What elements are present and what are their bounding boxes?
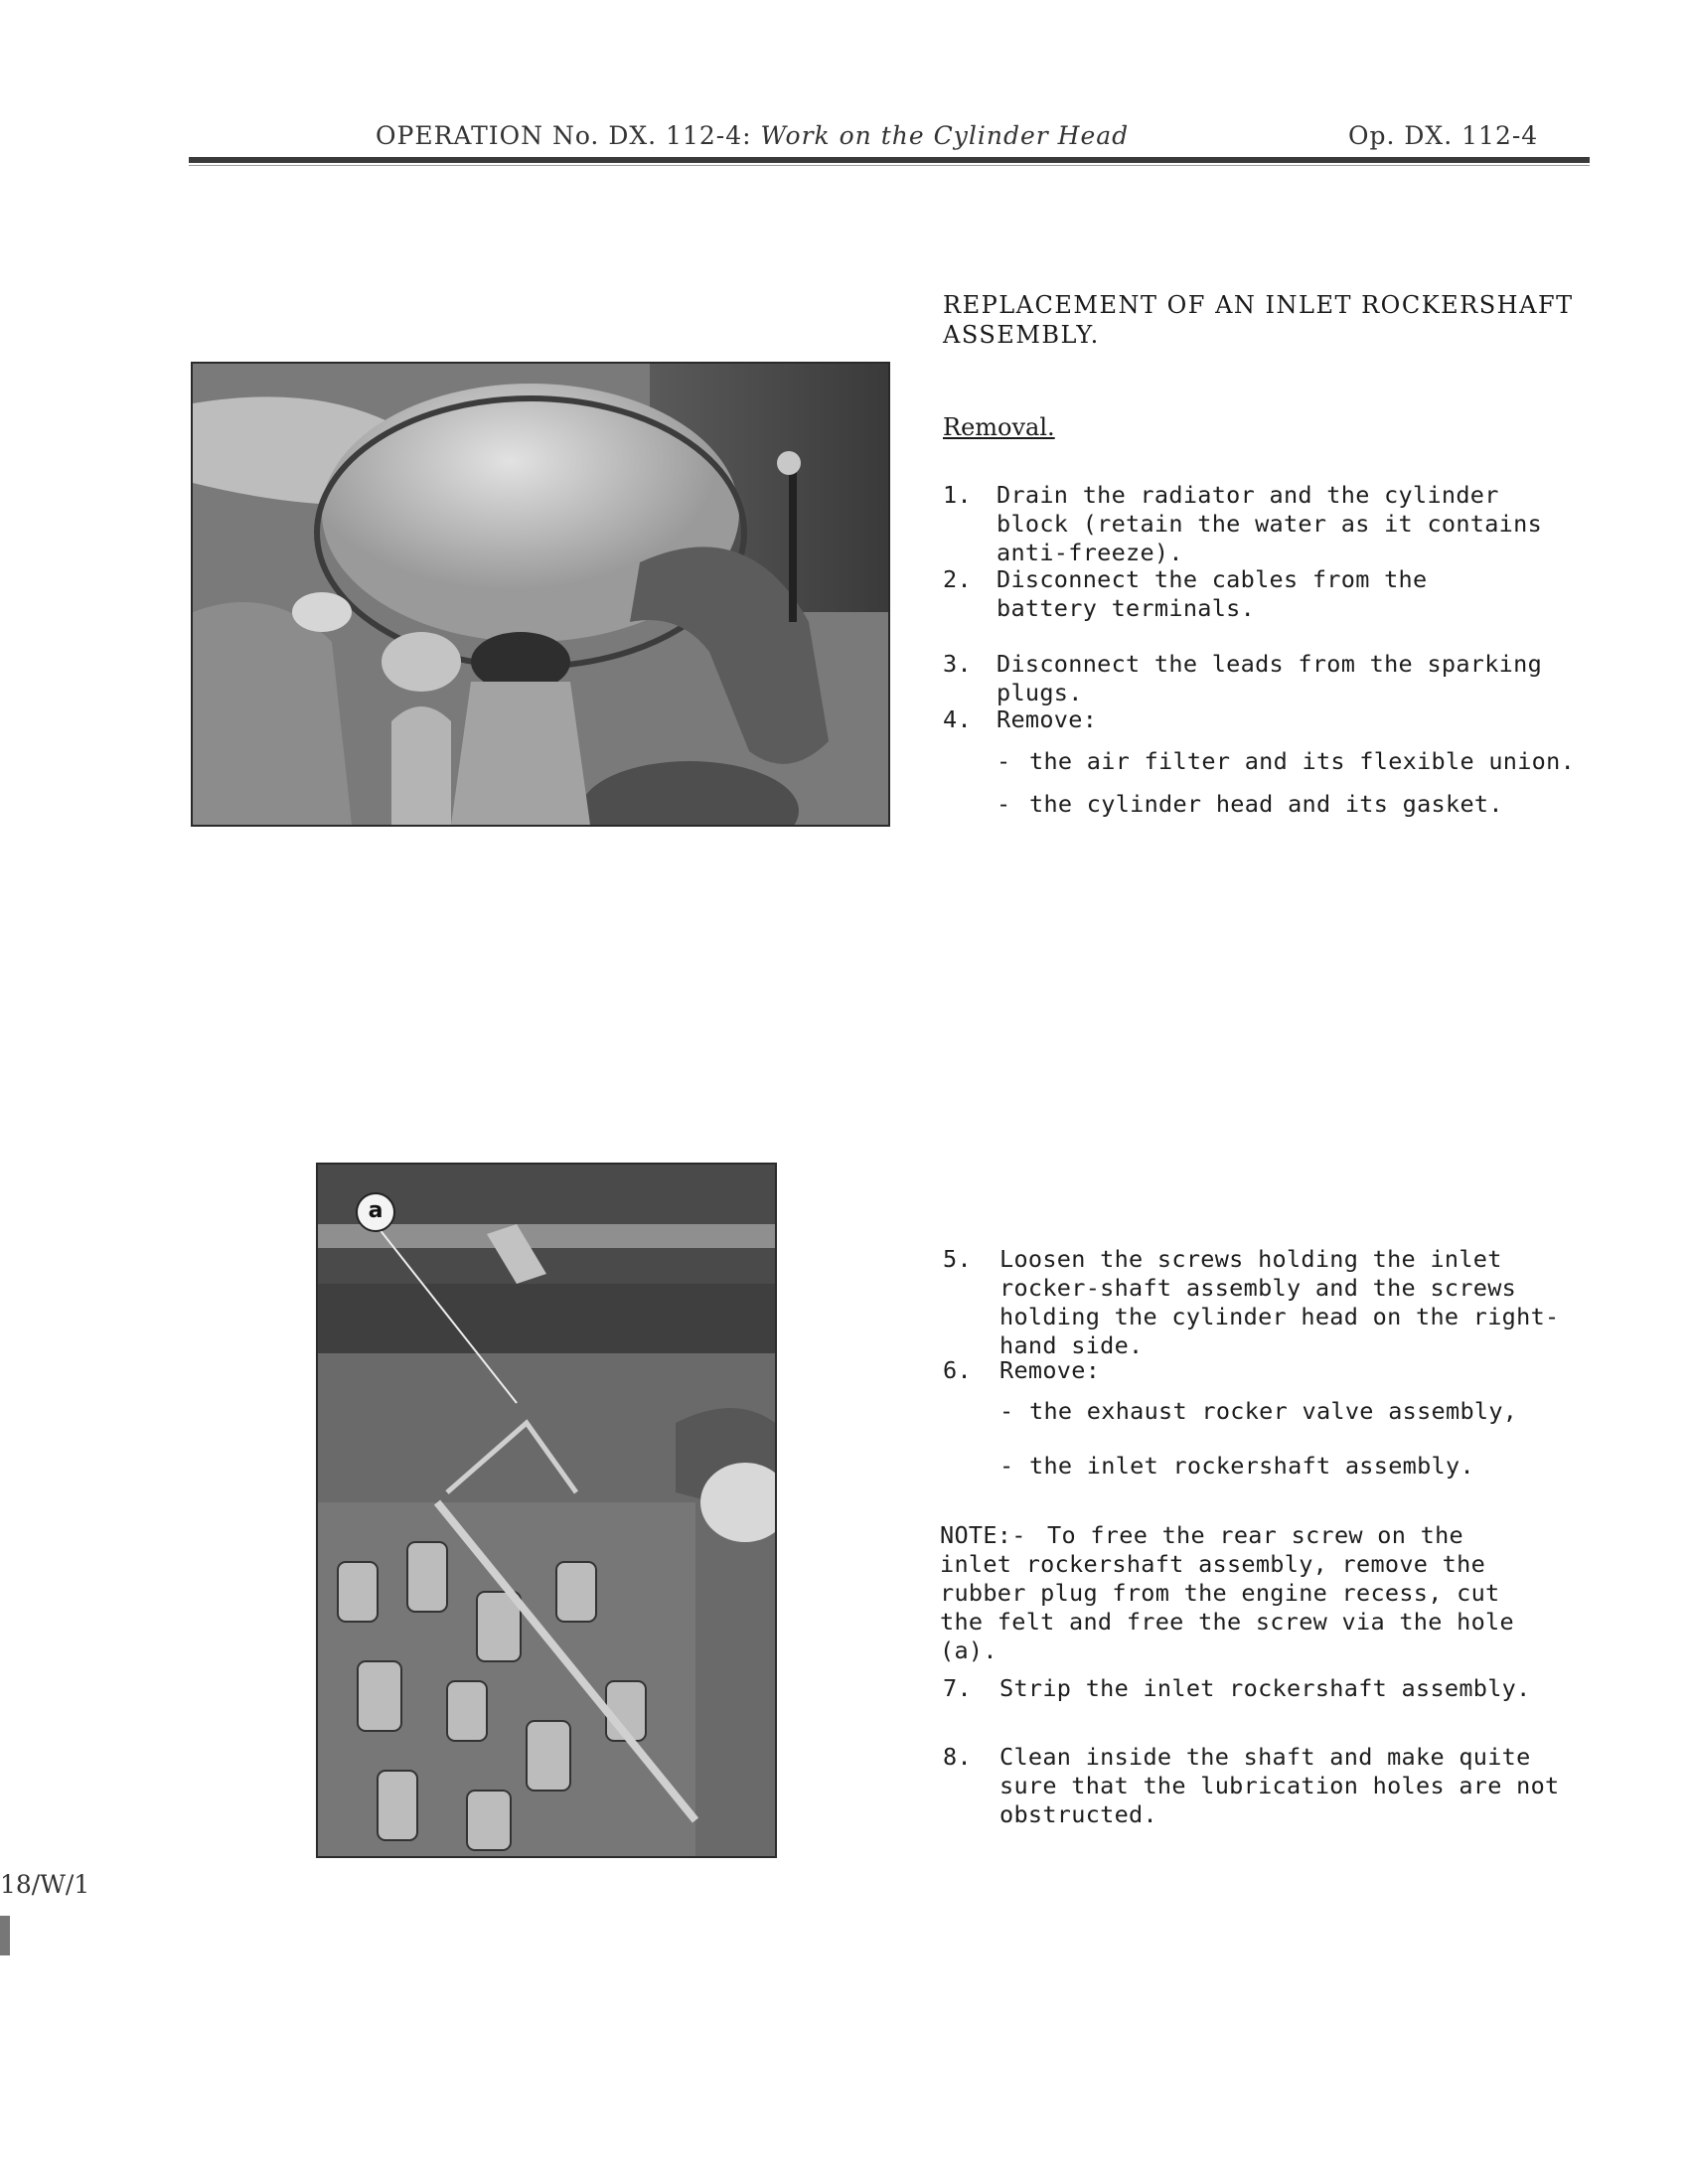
step-number: 1. (943, 481, 972, 509)
header-rule (189, 157, 1590, 163)
page-reference: 18/W/1 (0, 1870, 90, 1899)
step-number: 7. (943, 1674, 972, 1702)
step-number: 8. (943, 1743, 972, 1771)
step-text: Disconnect the leads from the sparking plugs. (997, 650, 1543, 706)
hole-a-callout: a (356, 1192, 395, 1232)
operation-title: Work on the Cylinder Head (760, 121, 1130, 150)
step4-item: the cylinder head and its gasket. (1029, 790, 1503, 818)
bullet-dash: - (997, 747, 1011, 775)
step-text: Remove: (999, 1356, 1101, 1384)
step-number: 3. (943, 650, 972, 678)
bullet-dash: - (999, 1397, 1014, 1425)
step-text: Disconnect the cables from the battery terminals. (997, 565, 1428, 622)
step-number: 5. (943, 1245, 972, 1273)
step-number: 2. (943, 565, 972, 593)
step-number: 6. (943, 1356, 972, 1384)
step-text: Clean inside the shaft and make quite sure that the lubrication holes are not obstructed. (999, 1743, 1560, 1828)
bullet-dash: - (999, 1452, 1014, 1480)
section-title: REPLACEMENT OF AN INLET ROCKERSHAFT ASSEMBLY. (943, 291, 1574, 349)
rockershaft-assembly-photo (316, 1163, 777, 1858)
step6-item: the inlet rockershaft assembly. (1029, 1452, 1474, 1480)
step-text: Drain the radiator and the cylinder block (retain the water as it contains anti-freeze). (997, 481, 1543, 566)
operation-code: Op. DX. 112-4 (1348, 121, 1539, 150)
step-text: Remove: (997, 705, 1098, 733)
step-text: Strip the inlet rockershaft assembly. (999, 1674, 1531, 1702)
operation-header (376, 121, 1129, 150)
step4-item: the air filter and its flexible union. (1029, 747, 1576, 775)
step6-item: the exhaust rocker valve assembly, (1029, 1397, 1518, 1425)
step-text: Loosen the screws holding the inlet rocker-shaft assembly and the screws holding the cylinder head on the right-hand side. (999, 1245, 1560, 1359)
engine-air-filter-photo (191, 362, 890, 827)
bullet-dash: - (997, 790, 1011, 818)
header-rule-thin (189, 165, 1590, 166)
binding-mark (0, 1916, 10, 1955)
note-label: NOTE:- (940, 1521, 1026, 1549)
removal-heading: Removal. (943, 413, 1055, 441)
operation-number: OPERATION No. DX. 112-4: (376, 121, 752, 150)
note-body: To free the rear screw on the inlet rockershaft assembly, remove the rubber plug from the engine recess, cut the felt and free the screw via the hole (a). (940, 1521, 1514, 1664)
note-text (940, 1521, 1536, 1665)
step-number: 4. (943, 705, 972, 733)
